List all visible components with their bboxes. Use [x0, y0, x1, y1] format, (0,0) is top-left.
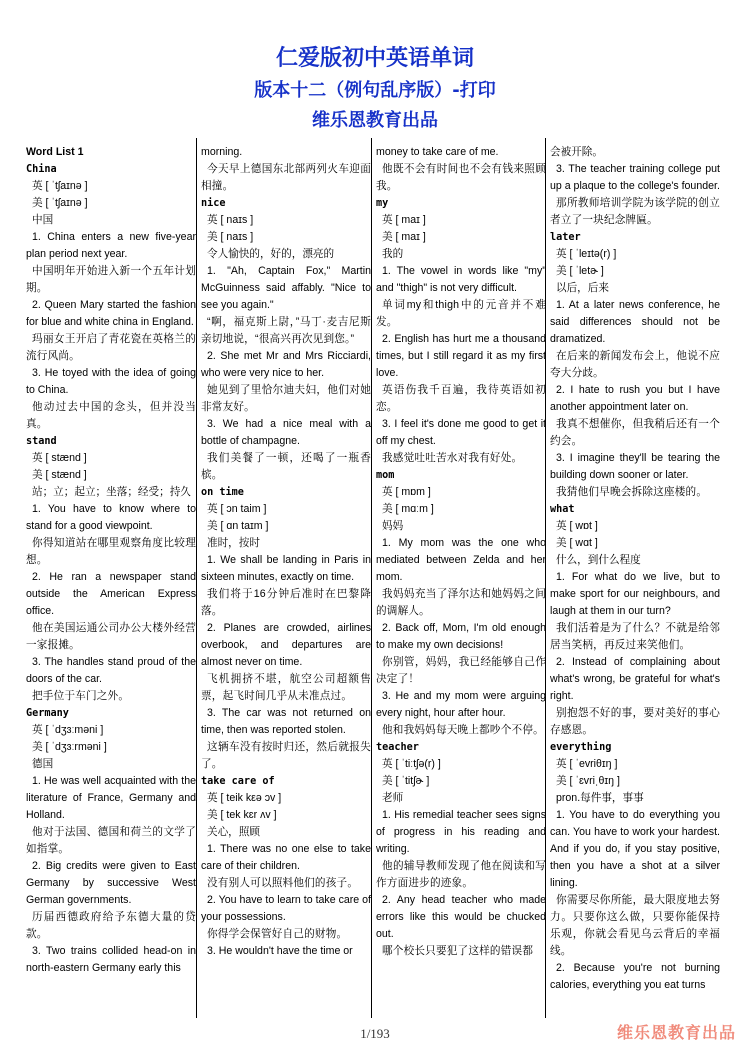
example-translation: 玛丽女王开启了青花瓷在英格兰的流行风尚。: [26, 333, 196, 362]
word-headword: my: [376, 198, 389, 209]
example-sentence: 2. He ran a newspaper stand outside the American Express office.: [26, 571, 196, 617]
example-sentence: 2. Back off, Mom, I'm old enough to make my own decisions!: [376, 622, 546, 651]
example-sentence: 2. She met Mr and Mrs Ricciardi, who were very nice to her.: [201, 350, 371, 379]
example-translation: 你得知道站在哪里观察角度比较理想。: [26, 537, 196, 566]
example-sentence: 1. You have to do everything you can. You have to work your hardest. And if you do, if you stay positive, then you have a shot at a silver lining.: [550, 809, 720, 889]
column-divider: [196, 138, 197, 1018]
example-sentence: 1. My mom was the one who mediated between Zelda and her mom.: [376, 537, 546, 583]
example-translation: 我真不想催你，但我稍后还有一个约会。: [550, 418, 720, 447]
example-sentence: 2. Big credits were given to East Germany by successive West German governments.: [26, 860, 196, 906]
word-headword: China: [26, 164, 57, 175]
word-pronunciation: 老师: [382, 792, 404, 804]
word-pronunciation: 妈妈: [382, 520, 404, 532]
word-pronunciation: 令人愉快的，好的，漂亮的: [207, 248, 335, 260]
example-sentence: 3. The car was not returned on time, then was reported stolen.: [201, 707, 371, 736]
document-title: 仁爱版初中英语单词: [275, 46, 474, 71]
example-translation: 别抱怨不好的事，要对美好的事心存感恩。: [550, 707, 720, 736]
example-sentence: 2. Planes are crowded, airlines overbook, and departures are almost never on time.: [201, 622, 371, 668]
column-divider: [371, 138, 372, 1018]
word-pronunciation: 准时，按时: [207, 537, 260, 549]
example-translation: 中国明年开始进入新一个五年计划期。: [26, 265, 196, 294]
word-pronunciation: 美 [ ɑn taɪm ]: [207, 520, 269, 532]
word-headword: everything: [550, 742, 612, 753]
word-pronunciation: 什么，到什么程度: [556, 554, 641, 566]
example-translation: 我感觉吐吐苦水对我有好处。: [382, 452, 523, 464]
example-translation: 我猜他们早晚会拆除这座楼的。: [556, 486, 708, 498]
word-pronunciation: 美 [ ˈdʒɜːrməni ]: [32, 741, 107, 753]
word-headword: mom: [376, 470, 395, 481]
watermark-logo: 维乐恩教育出品: [616, 1023, 736, 1042]
example-translation: 单词my和thigh中的元音并不难发。: [376, 299, 546, 328]
word-pronunciation: 美 [ maɪ ]: [382, 231, 426, 243]
example-translation: 没有别人可以照料他们的孩子。: [207, 877, 359, 889]
example-sentence: 1. "Ah, Captain Fox," Martin McGuinness said affably. "Nice to see you again.": [201, 265, 371, 311]
word-headword: take care of: [201, 776, 275, 787]
example-translation: 我们活着是为了什么？不就是给邻居当笑柄，再反过来笑他们。: [550, 622, 720, 651]
example-sentence: 3. Two trains collided head-on in north-eastern Germany early this: [26, 945, 196, 974]
example-translation: 他动过去中国的念头，但并没当真。: [26, 401, 196, 430]
example-translation: 我们美餐了一顿，还喝了一瓶香槟。: [201, 452, 371, 481]
document-subtitle: 版本十二（例句乱序版）-打印: [254, 80, 496, 101]
example-translation: 那所教师培训学院为该学院的创立者立了一块纪念牌匾。: [550, 197, 720, 226]
example-translation: 飞机拥挤不堪，航空公司超额售票，起飞时间几乎从未准点过。: [201, 673, 371, 702]
example-sentence: 3. We had a nice meal with a bottle of champagne.: [201, 418, 371, 447]
example-sentence: 1. You have to know where to stand for a good viewpoint.: [26, 503, 196, 532]
example-translation: 她见到了里恰尔迪夫妇，他们对她非常友好。: [201, 384, 371, 413]
example-translation: 他在美国运通公司办公大楼外经营一家报摊。: [26, 622, 196, 651]
continued-text: 会被开除。: [550, 146, 603, 158]
page-number: 1/193: [360, 1026, 390, 1041]
example-sentence: 1. His remedial teacher sees signs of progress in his reading and writing.: [376, 809, 546, 855]
word-pronunciation: 我的: [382, 248, 404, 260]
word-headword: teacher: [376, 742, 419, 753]
word-pronunciation: 美 [ tek kɛr ʌv ]: [207, 809, 277, 821]
example-sentence: 1. There was no one else to take care of their children.: [201, 843, 371, 872]
example-sentence: 2. Queen Mary started the fashion for blue and white china in England.: [26, 299, 196, 328]
example-sentence: 3. He and my mom were arguing every night, hour after hour.: [376, 690, 546, 719]
word-pronunciation: 站；立；起立；坐落；经受；持久: [32, 486, 191, 498]
word-pronunciation: 英 [ wɒt ]: [556, 520, 598, 532]
example-translation: 他对于法国、德国和荷兰的文学了如指掌。: [26, 826, 196, 855]
word-headword: Germany: [26, 708, 69, 719]
example-translation: 哪个校长只要犯了这样的错误都: [382, 945, 534, 957]
word-pronunciation: 英 [ ˈleɪtə(r) ]: [556, 248, 617, 260]
example-sentence: 1. We shall be landing in Paris in sixteen minutes, exactly on time.: [201, 554, 371, 583]
word-pronunciation: 美 [ ˈtitʃɚ ]: [382, 775, 430, 787]
continued-text: money to take care of me.: [376, 146, 499, 158]
word-pronunciation: pron.每件事，事事: [556, 792, 644, 804]
column-4: [550, 144, 720, 1012]
example-translation: 我们将于16分钟后准时在巴黎降落。: [201, 588, 371, 617]
column-3: [376, 144, 546, 1012]
example-translation: 我妈妈充当了泽尔达和她妈妈之间的调解人。: [376, 588, 546, 617]
example-translation: 这辆车没有按时归还，然后就报失了。: [201, 741, 371, 770]
word-list-heading: Word List 1: [26, 146, 84, 158]
column-1: [26, 144, 196, 1012]
example-sentence: 2. Instead of complaining about what's wrong, be grateful for what's right.: [550, 656, 720, 702]
example-translation: 你需要尽你所能，最大限度地去努力。只要你这么做，只要你能保持乐观，你就会看见乌云背后的幸福线。: [550, 894, 720, 957]
word-pronunciation: 英 [ ˈtʃaɪnə ]: [32, 180, 88, 192]
word-pronunciation: 美 [ ˈtʃaɪnə ]: [32, 197, 88, 209]
word-headword: later: [550, 232, 581, 243]
example-translation: 他和我妈妈每天晚上都吵个不停。: [382, 724, 544, 736]
example-translation: 把手位于车门之外。: [32, 690, 130, 702]
example-sentence: 2. Any head teacher who made errors like this would be chucked out.: [376, 894, 546, 940]
example-sentence: 1. For what do we live, but to make sport for our neighbours, and laugh at them in our turn?: [550, 571, 720, 617]
example-sentence: 1. The vowel in words like "my" and "thigh" is not very difficult.: [376, 265, 546, 294]
example-sentence: 1. He was well acquainted with the literature of France, Germany and Holland.: [26, 775, 196, 821]
example-sentence: 1. At a later news conference, he said differences should not be dramatized.: [550, 299, 720, 345]
word-pronunciation: 美 [ wɑt ]: [556, 537, 598, 549]
example-sentence: 3. The handles stand proud of the doors of the car.: [26, 656, 196, 685]
word-pronunciation: 英 [ maɪ ]: [382, 214, 426, 226]
word-pronunciation: 美 [ stænd ]: [32, 469, 87, 481]
word-headword: stand: [26, 436, 57, 447]
example-sentence: 1. China enters a new five-year plan period next year.: [26, 231, 196, 260]
word-pronunciation: 英 [ ˈevriθɪŋ ]: [556, 758, 618, 770]
word-pronunciation: 英 [ ˈtiːtʃə(r) ]: [382, 758, 441, 770]
word-pronunciation: 美 [ ˈletɚ ]: [556, 265, 604, 277]
example-translation: “啊，福克斯上尉，”马丁·麦吉尼斯亲切地说，“很高兴再次见到您。”: [201, 316, 371, 345]
example-translation: 他的辅导教师发现了他在阅读和写作方面进步的迹象。: [376, 860, 546, 889]
word-pronunciation: 关心，照顾: [207, 826, 260, 838]
example-sentence: 3. I feel it's done me good to get it off my chest.: [376, 418, 546, 447]
publisher-line: 维乐恩教育出品: [312, 110, 438, 131]
example-translation: 你得学会保管好自己的财物。: [207, 928, 348, 940]
example-translation: 他既不会有时间也不会有钱来照顾我。: [376, 163, 546, 192]
word-pronunciation: 英 [ stænd ]: [32, 452, 87, 464]
word-pronunciation: 美 [ ˈɛvriˌθɪŋ ]: [556, 775, 620, 787]
example-sentence: 2. I hate to rush you but I have another appointment later on.: [550, 384, 720, 413]
word-pronunciation: 德国: [32, 758, 54, 770]
example-translation: 你别管，妈妈，我已经能够自己作决定了！: [376, 656, 546, 685]
example-translation: 今天早上德国东北部两列火车迎面相撞。: [201, 163, 371, 192]
example-sentence: 2. English has hurt me a thousand times, but I still regard it as my first love.: [376, 333, 546, 379]
continued-text: morning.: [201, 146, 243, 158]
example-sentence: 3. The teacher training college put up a plaque to the college's founder.: [550, 163, 720, 192]
word-pronunciation: 美 [ naɪs ]: [207, 231, 254, 243]
example-sentence: 2. You have to learn to take care of your possessions.: [201, 894, 371, 923]
word-pronunciation: 英 [ ˈdʒɜːməni ]: [32, 724, 104, 736]
word-pronunciation: 英 [ naɪs ]: [207, 214, 254, 226]
word-pronunciation: 美 [ mɑːm ]: [382, 503, 434, 515]
example-sentence: 3. He wouldn't have the time or: [207, 945, 353, 957]
word-pronunciation: 以后，后来: [556, 282, 609, 294]
word-pronunciation: 英 [ mɒm ]: [382, 486, 431, 498]
column-2: [201, 144, 371, 1012]
word-headword: what: [550, 504, 575, 515]
example-sentence: 3. He toyed with the idea of going to China.: [26, 367, 196, 396]
example-sentence: 3. I imagine they'll be tearing the building down sooner or later.: [550, 452, 720, 481]
example-translation: 在后来的新闻发布会上，他说不应夸大分歧。: [550, 350, 720, 379]
word-pronunciation: 英 [ teik kεə ɔv ]: [207, 792, 282, 804]
word-pronunciation: 中国: [32, 214, 54, 226]
word-headword: nice: [201, 198, 226, 209]
example-translation: 历届西德政府给予东德大量的贷款。: [26, 911, 196, 940]
word-pronunciation: 英 [ ɔn taim ]: [207, 503, 267, 515]
example-translation: 英语伤我千百遍，我待英语如初恋。: [376, 384, 546, 413]
example-sentence: 2. Because you're not burning calories, everything you eat turns: [550, 962, 720, 991]
word-headword: on time: [201, 487, 244, 498]
